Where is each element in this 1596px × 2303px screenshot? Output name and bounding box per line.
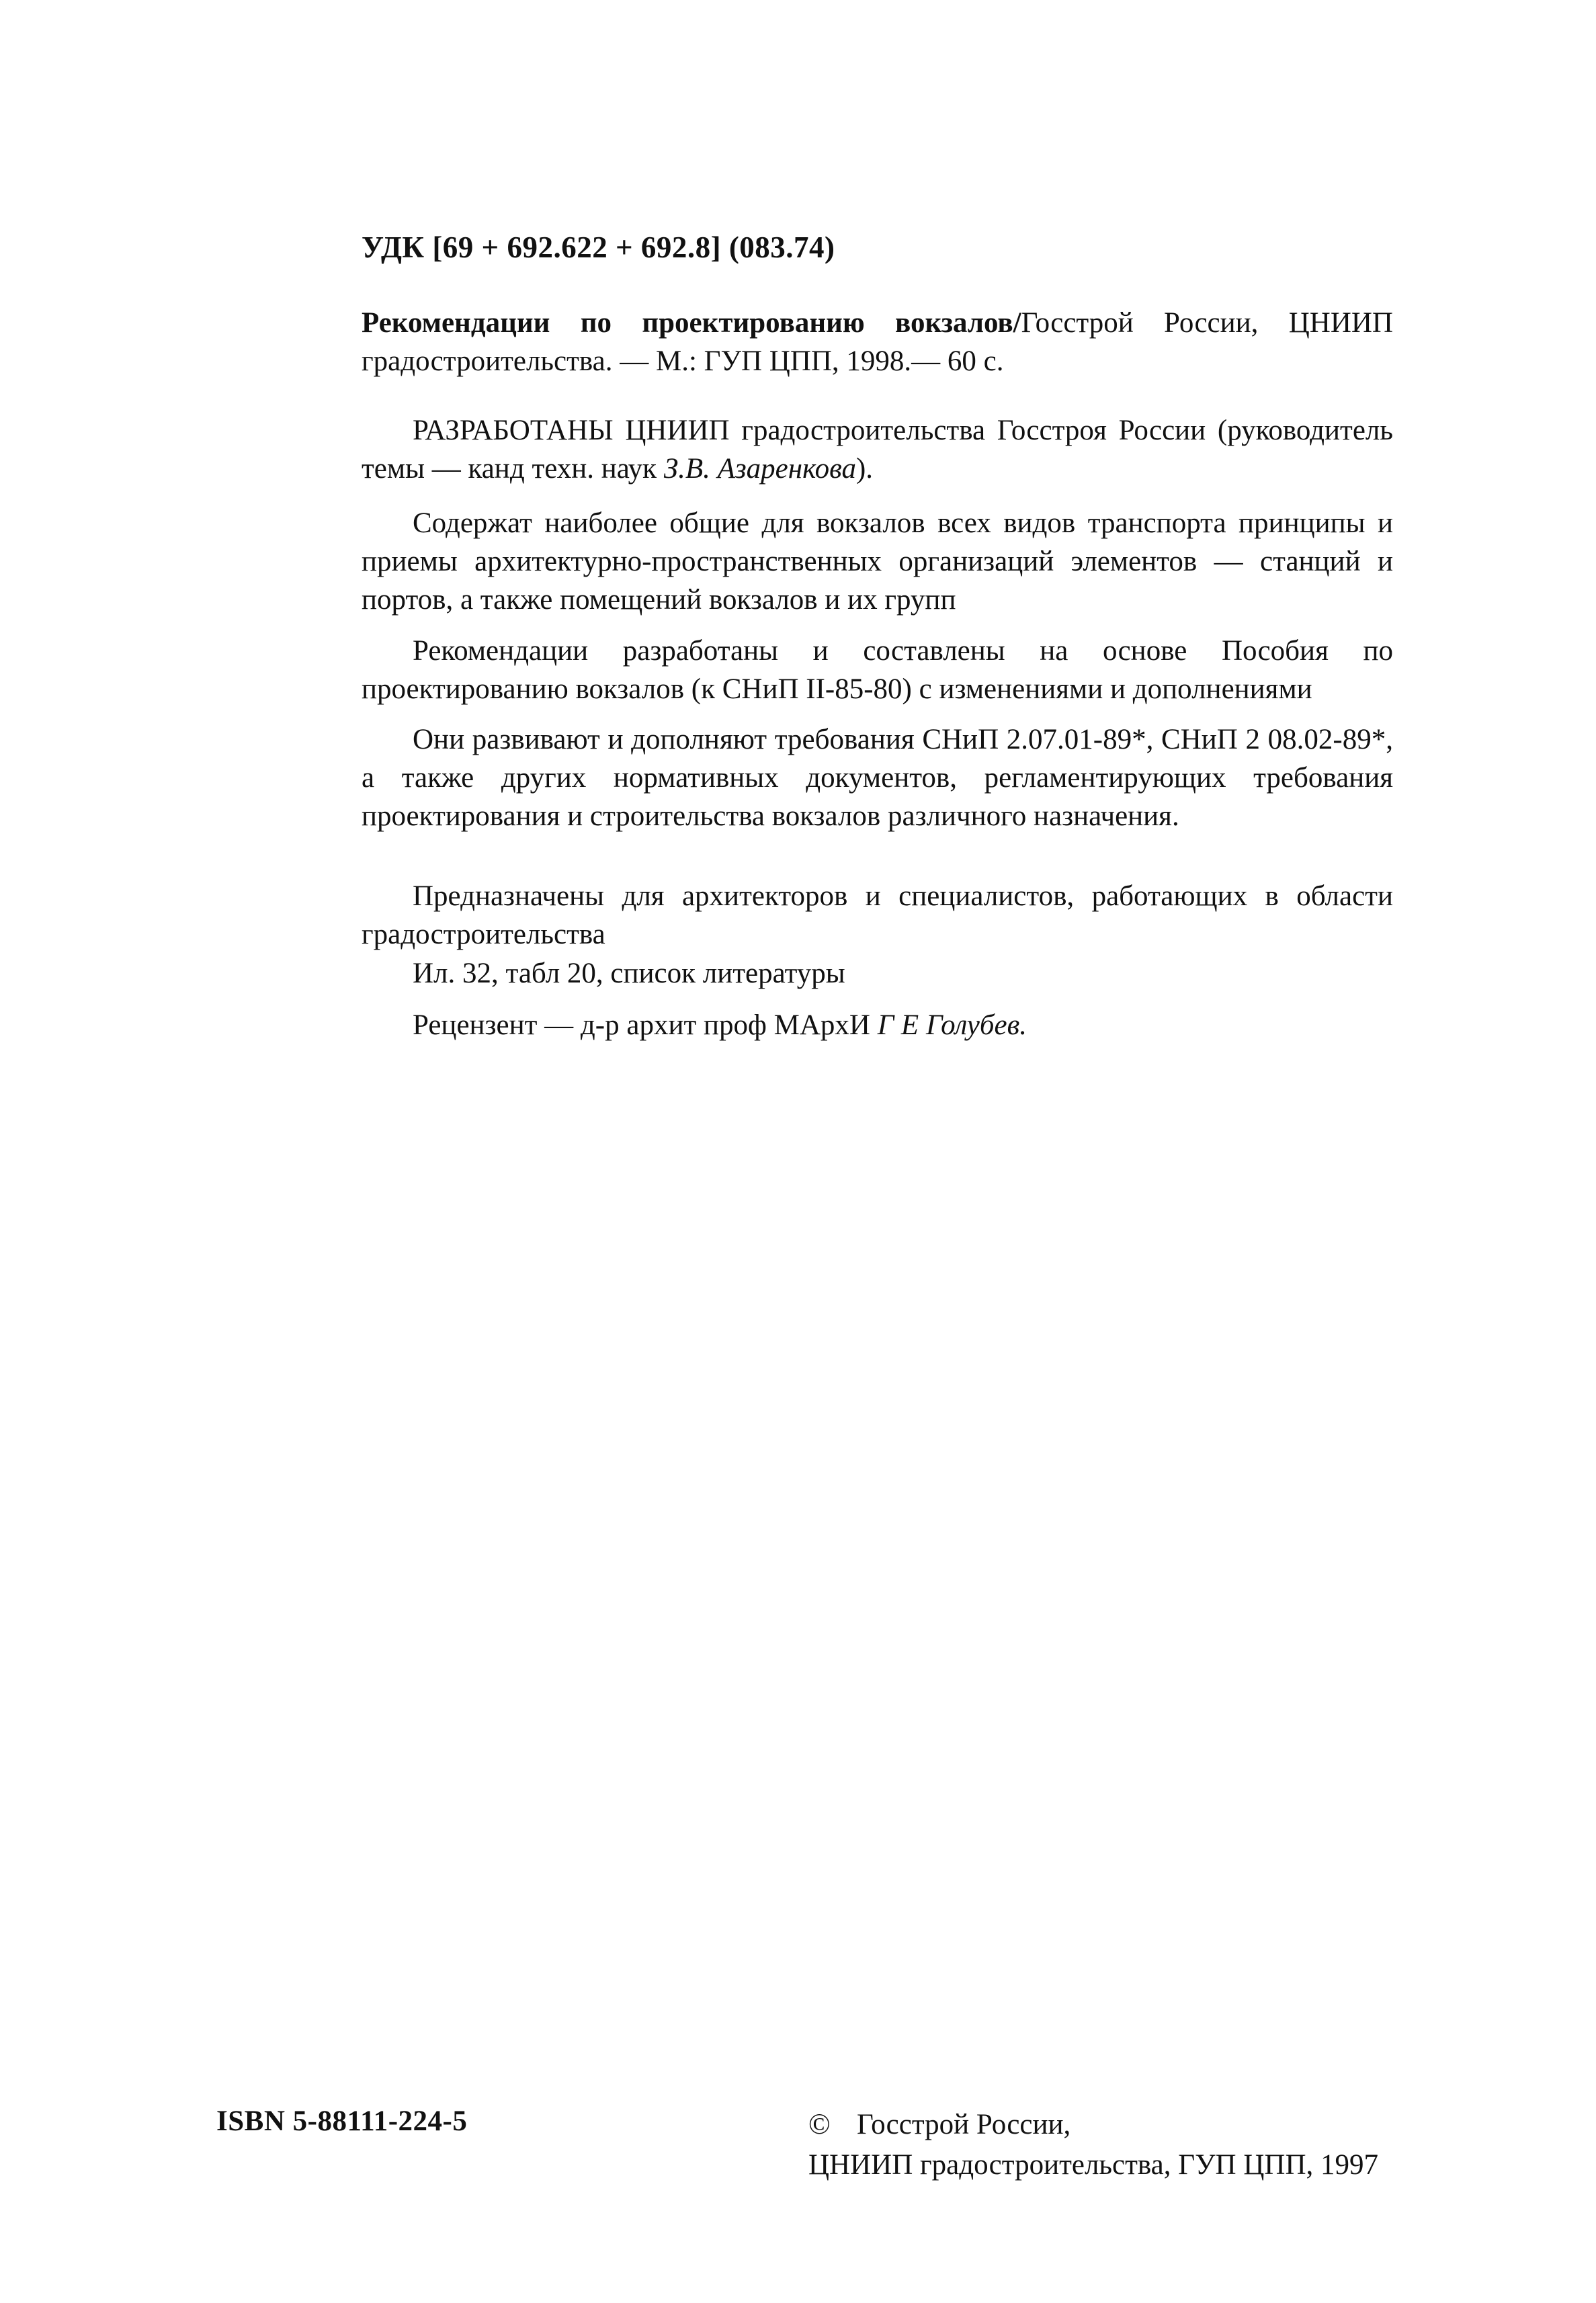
- copyright-sign: ©: [808, 2109, 831, 2140]
- udk-code: УДК [69 + 692.622 + 692.8] (083.74): [362, 231, 835, 264]
- basis-paragraph: Рекомендации разработаны и составлены на основе Пособия по проектированию вокзалов (к СНиП II-85-80) с изменениями и дополнениями: [362, 635, 1393, 705]
- publication-info: Госстрой России, ЦНИИП градостроительства. — М.: ГУП ЦПП, 1998.— 60 с.: [362, 307, 1393, 377]
- bibliographic-record: [362, 304, 1393, 380]
- copyright-block: [808, 2105, 1378, 2185]
- contents-paragraph: Содержат наиболее общие для вокзалов всех видов транспорта принципы и приемы архитектурно-пространственных организаций элементов — станций и портов, а также помещений вокзалов и их групп: [362, 507, 1393, 616]
- developer-author: З.В. Азаренкова: [663, 453, 856, 485]
- audience-paragraph: Предназначены для архитекторов и специалистов, работающих в области градостроительства: [362, 880, 1393, 950]
- developed-by-paragraph: [362, 411, 1393, 488]
- developed-by-text: РАЗРАБОТАНЫ ЦНИИП градостроительства Госстроя России (руководитель темы — канд техн. наук: [362, 415, 1393, 485]
- copyright-holder-line1: Госстрой России,: [857, 2109, 1071, 2140]
- development-paragraph: Они развивают и дополняют требования СНиП 2.07.01-89*, СНиП 2 08.02-89*, а также других нормативных документов, регламентирующих требования проектирования и строительства вокзалов различного назначения.: [362, 724, 1393, 832]
- illustrations-paragraph: Ил. 32, табл 20, список литературы: [413, 958, 845, 989]
- reviewer-prefix: Рецензент — д-р архит проф МАрхИ: [413, 1009, 878, 1041]
- book-title: Рекомендации по проектированию вокзалов/: [362, 307, 1021, 339]
- developed-by-suffix: ).: [855, 453, 874, 485]
- reviewer-paragraph: [362, 1006, 1393, 1044]
- copyright-holder-line2: ЦНИИП градостроительства, ГУП ЦПП, 1997: [808, 2149, 1379, 2181]
- isbn-number: ISBN 5-88111-224-5: [216, 2105, 468, 2137]
- reviewer-name: Г Е Голубев.: [877, 1009, 1027, 1041]
